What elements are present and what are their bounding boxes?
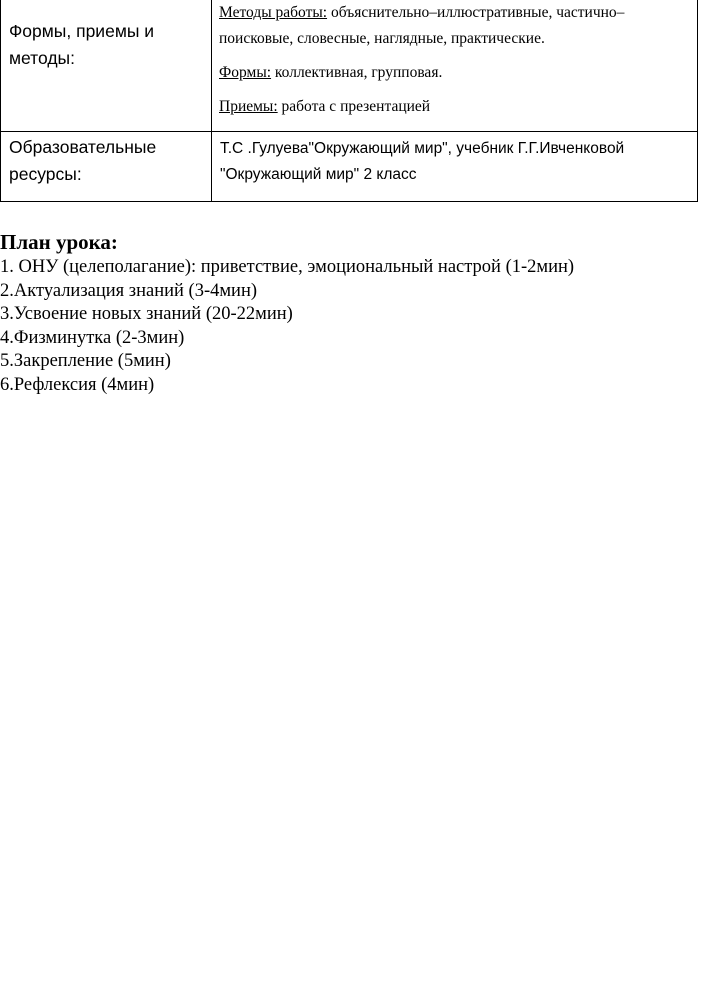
table-row-resources bbox=[1, 132, 698, 202]
resources-label-cell bbox=[1, 132, 212, 202]
plan-item: 2.Актуализация знаний (3-4мин) bbox=[0, 280, 258, 301]
methods-line bbox=[219, 0, 691, 52]
plan-item: 5.Закрепление (5мин) bbox=[0, 351, 171, 371]
resources-label: Образовательные ресурсы: bbox=[9, 137, 157, 184]
lesson-info-table bbox=[0, 0, 698, 202]
resources-text: Т.С .Гулуева"Окружающий мир", учебник Г.Г.Ивченковой "Окружающий мир" 2 класс bbox=[220, 140, 625, 183]
techniques-text: работа с презентацией bbox=[277, 98, 431, 115]
methods-label: Формы, приемы и методы: bbox=[9, 21, 155, 68]
methods-text: объяснительно–иллюстративные, частично–поисковые, словесные, наглядные, практические. bbox=[219, 4, 625, 47]
lesson-plan bbox=[0, 228, 574, 397]
methods-content-cell bbox=[212, 0, 698, 132]
plan-item: 1. ОНУ (целеполагание): приветствие, эмоциональный настрой (1-2мин) bbox=[0, 257, 575, 277]
forms-key: Формы: bbox=[219, 64, 272, 81]
table-row-methods bbox=[1, 0, 698, 132]
resources-content-cell bbox=[212, 132, 698, 202]
forms-text: коллективная, групповая. bbox=[271, 64, 443, 81]
plan-title: План урока: bbox=[0, 230, 118, 254]
plan-item: 4.Физминутка (2-3мин) bbox=[0, 327, 185, 348]
methods-label-cell bbox=[1, 0, 212, 132]
plan-item: 3.Усвоение новых знаний (20-22мин) bbox=[0, 304, 293, 324]
techniques-key: Приемы: bbox=[219, 98, 278, 115]
techniques-line bbox=[219, 94, 691, 120]
forms-line bbox=[219, 60, 691, 86]
plan-item: 6.Рефлексия (4мин) bbox=[0, 374, 155, 395]
methods-key: Методы работы: bbox=[219, 4, 328, 21]
